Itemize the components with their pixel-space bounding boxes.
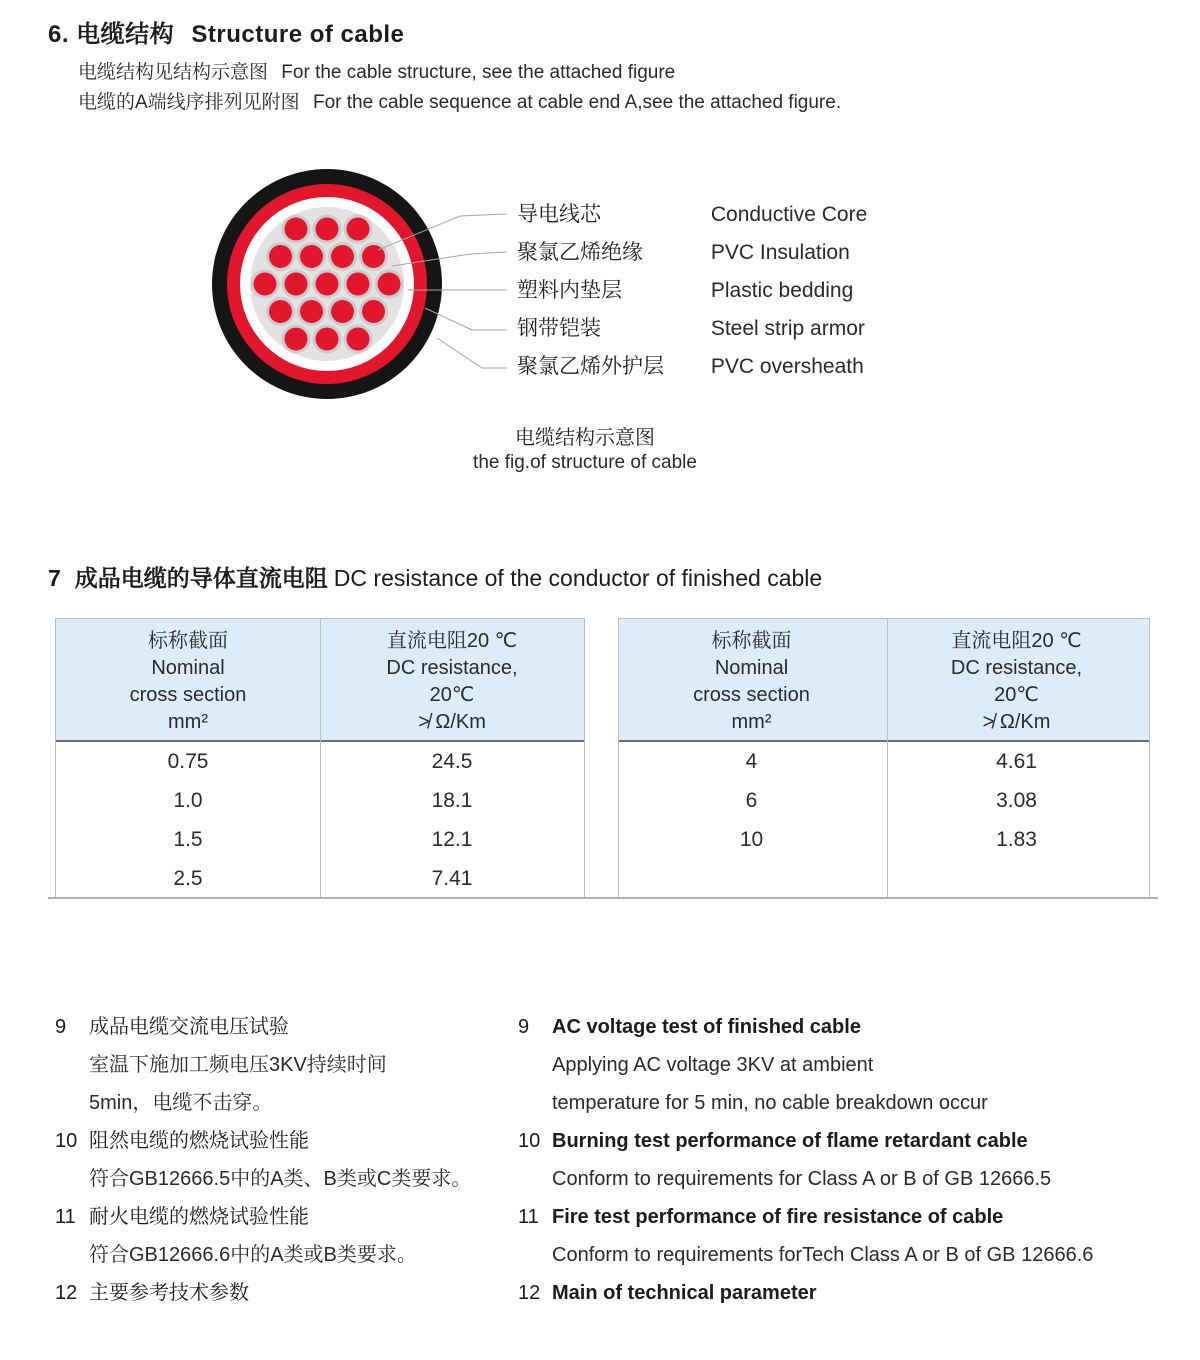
- core-conductor: [269, 300, 292, 323]
- note-line: 符合GB12666.6中的A类或B类要求。: [89, 1244, 417, 1266]
- cell-cross-section: 10: [739, 828, 764, 851]
- header-line: 标称截面: [148, 630, 228, 652]
- cell-resistance: 7.41: [431, 867, 473, 890]
- note-number: 10: [518, 1130, 541, 1152]
- note-item-9-zh: [55, 1008, 515, 1122]
- figure-caption-zh: 电缆结构示意图: [515, 427, 655, 449]
- cell-cross-section: 1.5: [173, 828, 203, 851]
- note-body: [89, 1274, 515, 1312]
- note-title: AC voltage test of finished cable: [552, 1016, 861, 1038]
- note-number: 10: [55, 1130, 78, 1152]
- note-number: 11: [55, 1206, 76, 1228]
- core-conductor: [254, 273, 277, 296]
- header-line: DC resistance,: [950, 657, 1083, 679]
- core-conductor: [300, 245, 323, 268]
- core-conductor: [331, 300, 354, 323]
- figure-label-steel-strip-armor: [517, 310, 867, 348]
- note-body: [89, 1122, 515, 1198]
- note-body: [552, 1122, 1178, 1198]
- table-row: [619, 820, 1149, 859]
- intro-line-2-en: For the cable sequence at cable end A,see the attached figure.: [312, 92, 842, 113]
- intro-line-2: [78, 87, 841, 114]
- header-nominal-cross-section: [619, 619, 884, 740]
- note-line: temperature for 5 min, no cable breakdown occur: [552, 1092, 988, 1114]
- core-conductor: [316, 218, 339, 241]
- header-unit: ≯ Ω/Km: [418, 711, 486, 733]
- section7-number: 7: [48, 565, 61, 591]
- cell-resistance: 24.5: [431, 750, 473, 773]
- note-body: [552, 1008, 1178, 1122]
- note-line: Applying AC voltage 3KV at ambient: [552, 1054, 874, 1076]
- note-body: [89, 1198, 515, 1274]
- label-zh: 钢带铠装: [517, 317, 601, 340]
- label-en: Plastic bedding: [710, 279, 854, 302]
- label-en: Steel strip armor: [710, 317, 865, 340]
- intro-line-1-en: For the cable structure, see the attached figure: [281, 62, 676, 83]
- figure-caption-en: the fig.of structure of cable: [473, 452, 697, 473]
- section6-heading: [48, 14, 404, 49]
- note-body: [552, 1274, 1178, 1312]
- table-row: [619, 742, 1149, 781]
- core-conductor: [331, 245, 354, 268]
- note-title: Fire test performance of fire resistance of cable: [552, 1206, 1004, 1228]
- table-header-right: [619, 619, 1149, 742]
- cell-resistance: 3.08: [996, 789, 1037, 812]
- note-line: 5min，电缆不击穿。: [89, 1092, 273, 1114]
- header-dc-resistance: [884, 619, 1149, 740]
- core-conductor: [362, 300, 385, 323]
- figure-label-pvc-insulation: [517, 234, 867, 272]
- header-line: DC resistance,: [386, 657, 518, 679]
- figure-label-plastic-bedding: [517, 272, 867, 310]
- note-title: 耐火电缆的燃烧试验性能: [89, 1206, 309, 1228]
- section6-title-zh: 电缆结构: [76, 21, 175, 48]
- note-item-11-en: [518, 1198, 1178, 1274]
- cell-cross-section: 2.5: [173, 867, 203, 890]
- core-conductor: [285, 218, 308, 241]
- header-line: 20℃: [429, 684, 475, 706]
- note-line: Conform to requirements forTech Class A or B of GB 12666.6: [552, 1244, 1094, 1266]
- header-line: Nominal: [151, 657, 225, 679]
- note-line: Conform to requirements for Class A or B of GB 12666.5: [552, 1168, 1052, 1190]
- header-unit: mm²: [168, 711, 208, 733]
- notes-chinese-column: [55, 1008, 515, 1312]
- header-dc-resistance: [320, 619, 584, 740]
- notes-english-column: [518, 1008, 1178, 1312]
- core-conductor: [347, 328, 370, 351]
- cell-resistance: 4.61: [996, 750, 1037, 773]
- header-unit: ≯ Ω/Km: [982, 711, 1051, 733]
- header-line: 直流电阻20 ℃: [951, 630, 1082, 652]
- dc-resistance-table-left: [55, 618, 585, 898]
- label-zh: 聚氯乙烯外护层: [517, 355, 664, 378]
- core-conductor: [378, 273, 401, 296]
- label-zh: 导电线芯: [517, 203, 601, 226]
- section7-heading: [48, 560, 822, 593]
- cell-cross-section: 0.75: [167, 750, 209, 773]
- column-divider: [320, 619, 321, 898]
- header-nominal-cross-section: [56, 619, 320, 740]
- cell-cross-section: 1.0: [173, 789, 203, 812]
- core-conductor: [347, 218, 370, 241]
- note-item-10-zh: [55, 1122, 515, 1198]
- header-line: cross section: [129, 684, 247, 706]
- note-body: [552, 1198, 1178, 1274]
- note-line: 符合GB12666.5中的A类、B类或C类要求。: [89, 1168, 472, 1190]
- section6-number: 6.: [48, 21, 70, 48]
- label-zh: 塑料内垫层: [517, 279, 622, 302]
- core-conductor: [347, 273, 370, 296]
- header-line: 标称截面: [711, 630, 792, 652]
- leader-line-pvc-oversheath: [437, 338, 507, 368]
- note-title: 成品电缆交流电压试验: [89, 1016, 289, 1038]
- note-body: [89, 1008, 515, 1122]
- note-item-12-zh: [55, 1274, 515, 1312]
- core-conductor: [285, 273, 308, 296]
- core-conductor: [285, 328, 308, 351]
- figure-label-list: [517, 196, 867, 386]
- intro-line-1-zh: 电缆结构见结构示意图: [78, 62, 269, 83]
- table-row: [619, 781, 1149, 820]
- section7-title-en: DC resistance of the conductor of finished cable: [333, 565, 823, 591]
- note-title: Burning test performance of flame retardant cable: [552, 1130, 1028, 1152]
- note-title: 主要参考技术参数: [89, 1282, 249, 1304]
- note-item-12-en: [518, 1274, 1178, 1312]
- label-zh: 聚氯乙烯绝缘: [517, 241, 643, 264]
- core-conductor: [300, 300, 323, 323]
- intro-line-1: [78, 57, 675, 84]
- core-conductor: [269, 245, 292, 268]
- header-line: cross section: [693, 684, 810, 706]
- table-body-right: [619, 742, 1149, 897]
- figure-label-conductive-core: [517, 196, 867, 234]
- core-conductor: [316, 273, 339, 296]
- cell-resistance: 1.83: [996, 828, 1037, 851]
- cell-cross-section: 6: [745, 789, 758, 812]
- note-item-10-en: [518, 1122, 1178, 1198]
- section6-title-en: Structure of cable: [191, 21, 405, 48]
- note-number: 12: [55, 1282, 78, 1304]
- note-title: Main of technical parameter: [552, 1282, 817, 1304]
- note-number: 9: [55, 1016, 67, 1038]
- intro-line-2-zh: 电缆的A端线序排列见附图: [78, 92, 300, 113]
- core-conductor: [316, 328, 339, 351]
- dc-resistance-table: [55, 618, 1150, 899]
- cell-resistance: 12.1: [431, 828, 473, 851]
- note-item-9-en: [518, 1008, 1178, 1122]
- figure-caption: [400, 426, 770, 474]
- header-line: 20℃: [994, 684, 1039, 706]
- note-title: 阻然电缆的燃烧试验性能: [89, 1130, 309, 1152]
- cable-cross-section-figure: [200, 155, 515, 420]
- label-en: PVC oversheath: [710, 355, 864, 378]
- note-number: 11: [518, 1206, 539, 1228]
- note-number: 12: [518, 1282, 541, 1304]
- note-line: 室温下施加工频电压3KV持续时间: [89, 1054, 387, 1076]
- note-item-11-zh: [55, 1198, 515, 1274]
- dc-resistance-table-right: [618, 618, 1150, 898]
- header-line: 直流电阻20 ℃: [386, 630, 518, 652]
- figure-label-pvc-oversheath: [517, 348, 867, 386]
- label-en: Conductive Core: [710, 203, 868, 226]
- cell-cross-section: 4: [745, 750, 758, 773]
- column-divider: [887, 619, 888, 898]
- label-en: PVC Insulation: [710, 241, 850, 264]
- table-bottom-rule: [48, 897, 1158, 899]
- section7-title-zh: 成品电缆的导体直流电阻: [74, 565, 328, 591]
- note-number: 9: [518, 1016, 530, 1038]
- header-line: Nominal: [714, 657, 789, 679]
- cell-resistance: 18.1: [431, 789, 473, 812]
- header-unit: mm²: [731, 711, 772, 733]
